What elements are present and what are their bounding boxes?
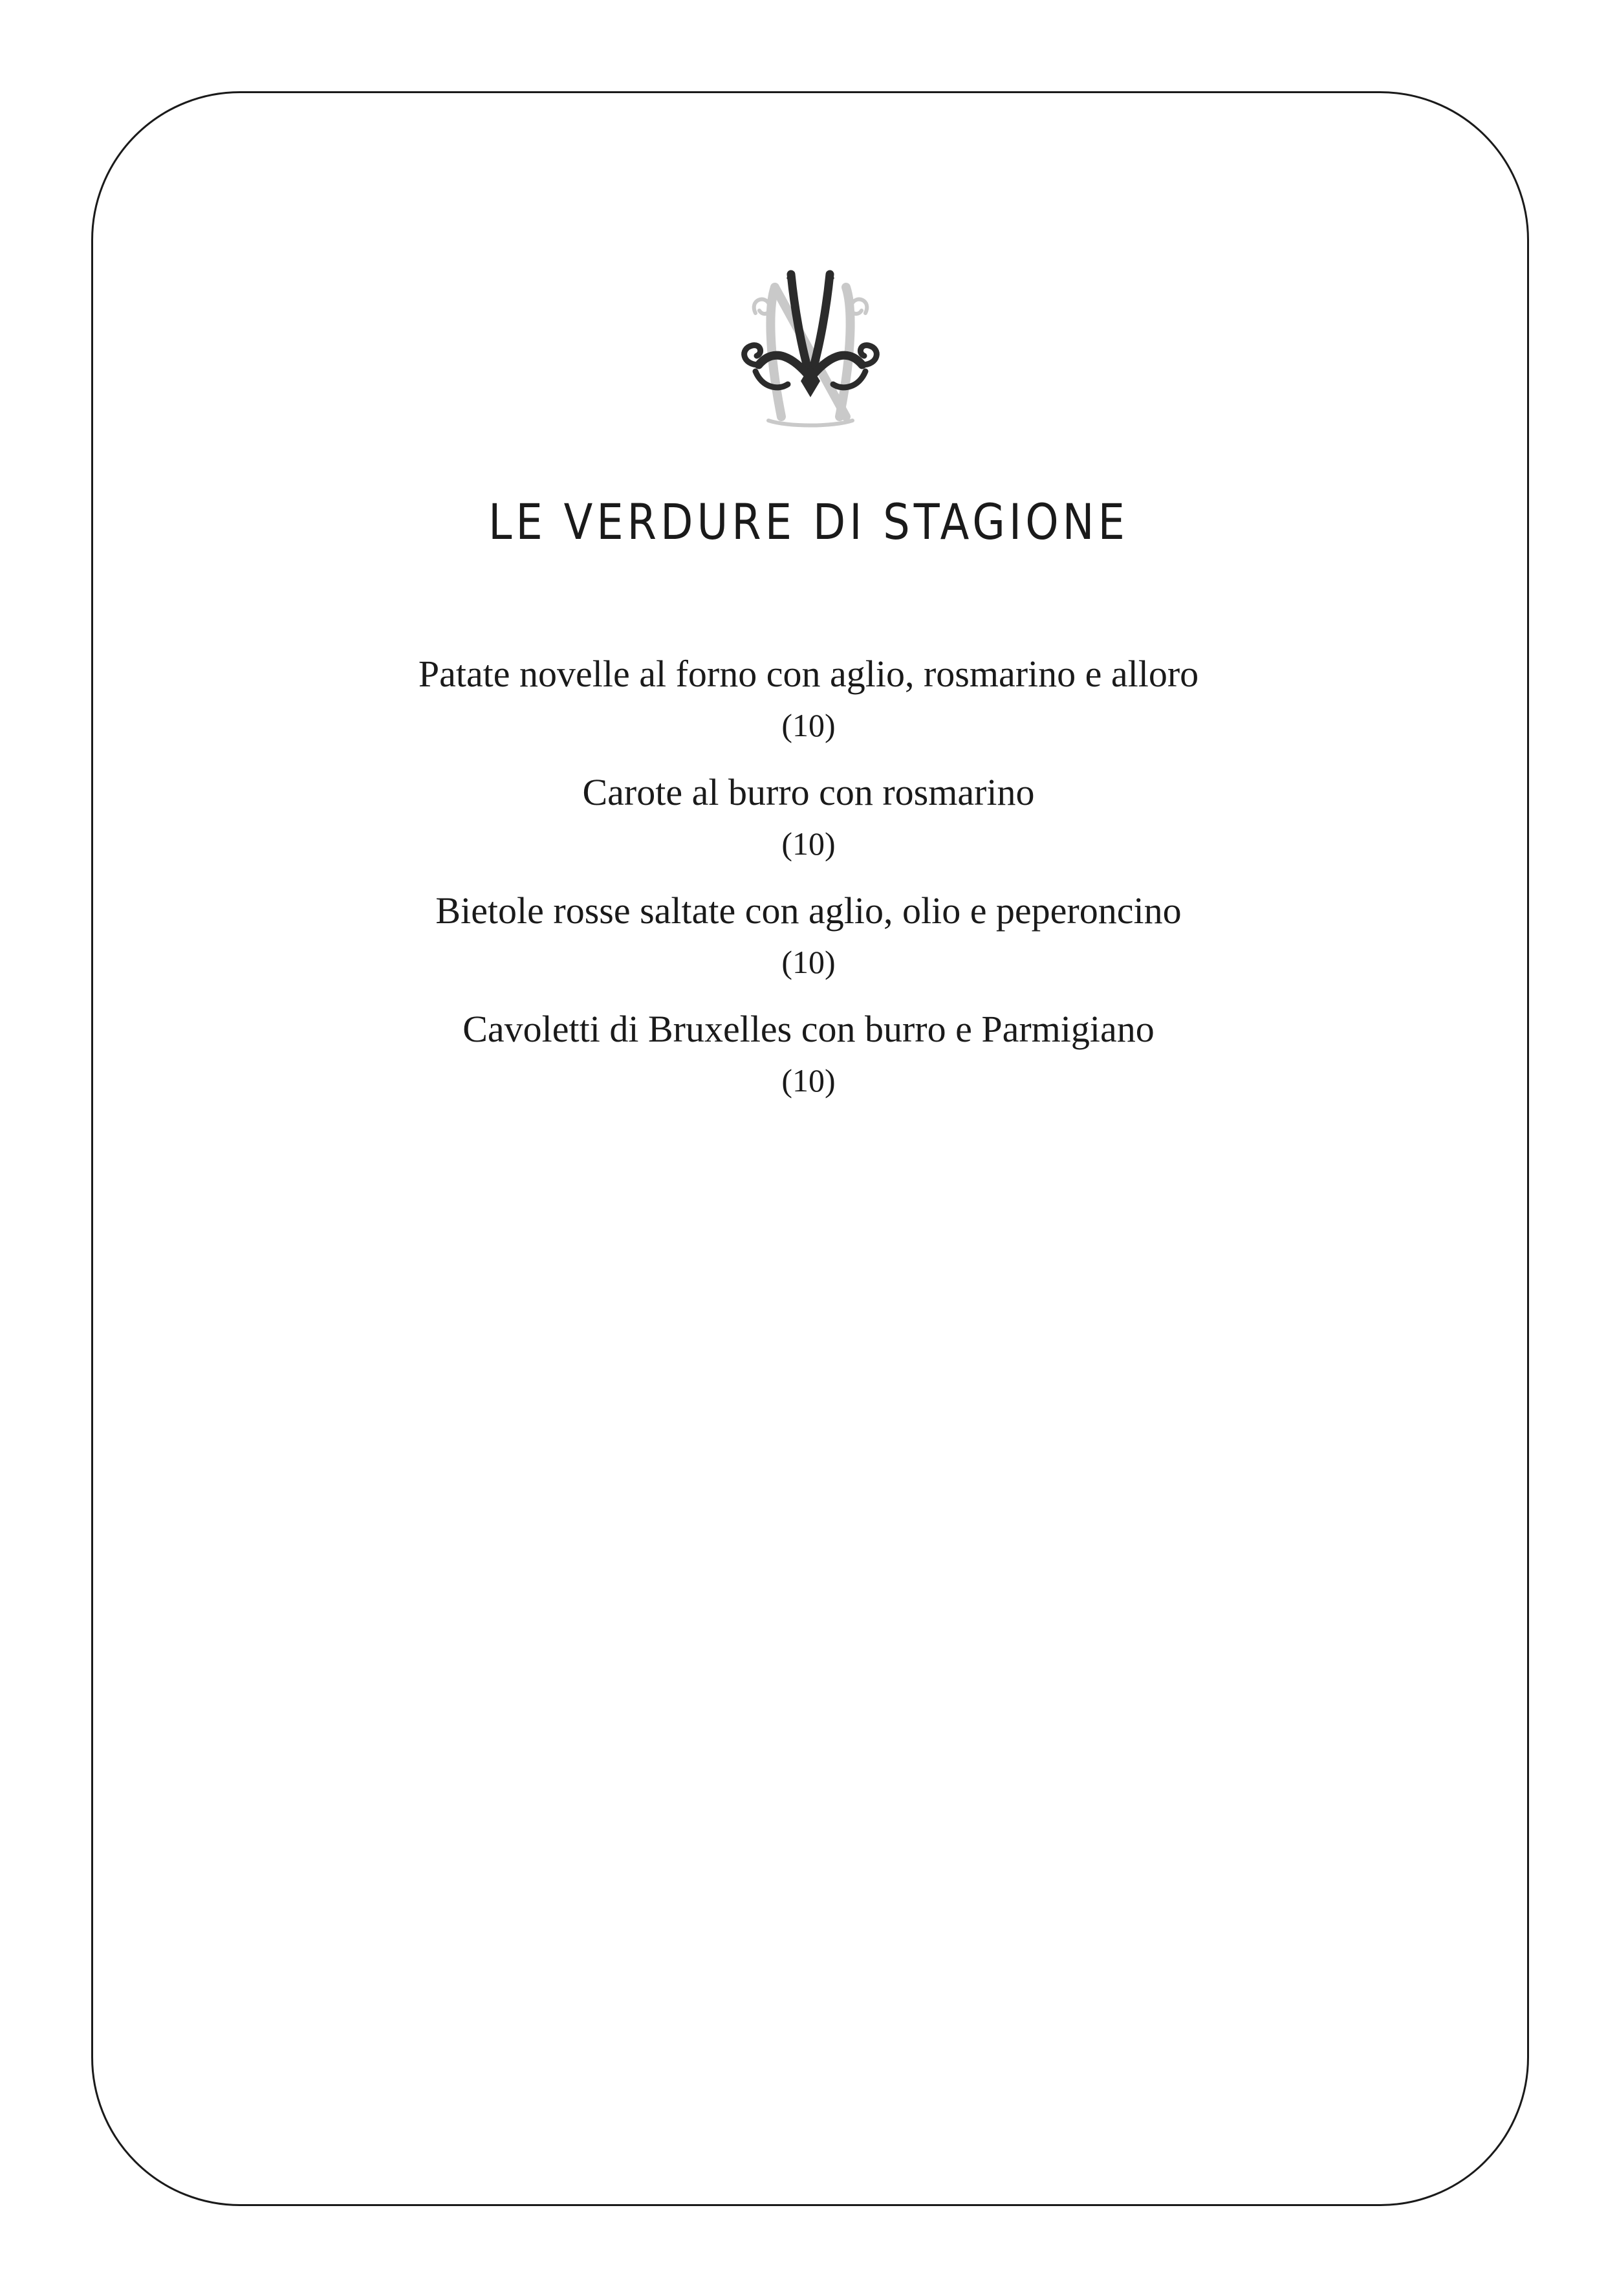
dish-price: (10) [781,707,836,743]
menu-item [0,647,1617,765]
menu-list [0,647,1617,1121]
monogram-logo [730,268,891,430]
dish-price: (10) [781,944,836,980]
dish-name: Bietole rosse saltate con aglio, olio e peperoncino [435,890,1182,932]
dish-name: Cavoletti di Bruxelles con burro e Parmigiano [462,1008,1155,1050]
menu-item [0,884,1617,1002]
dish-name: Patate novelle al forno con aglio, rosmarino e alloro [418,653,1199,695]
menu-item [0,765,1617,884]
section-title: LE VERDURE DI STAGIONE [488,493,1129,551]
menu-item [0,1002,1617,1121]
dish-price: (10) [781,825,836,862]
dish-price: (10) [781,1062,836,1099]
dish-name: Carote al burro con rosmarino [582,771,1035,813]
